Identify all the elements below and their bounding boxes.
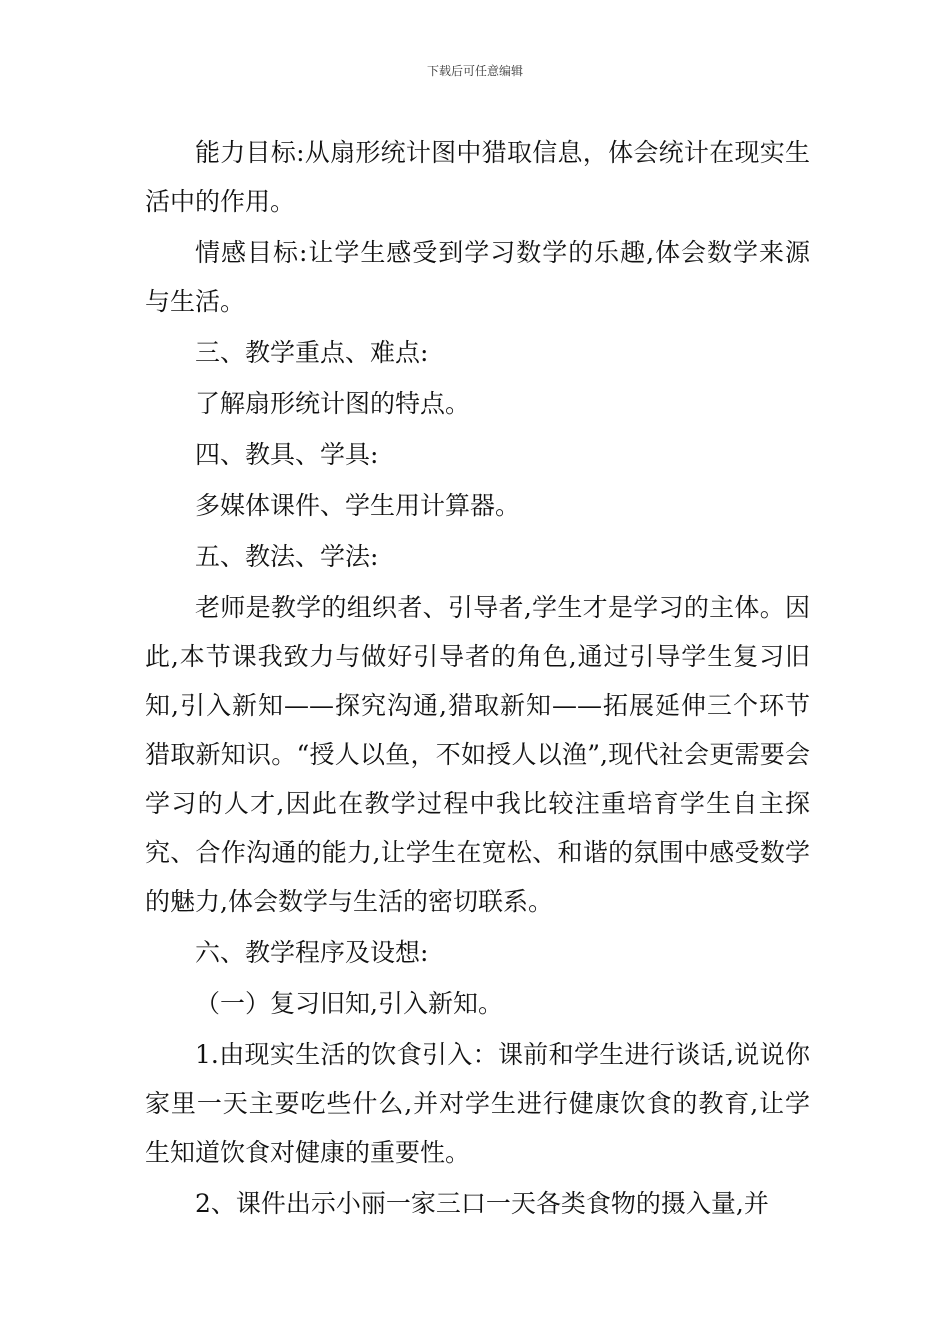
subheading-review: （一）复习旧知,引入新知。 [195, 989, 503, 1018]
paragraph-emotion-goal: 情感目标:让学生感受到学习数学的乐趣,体会数学来源与生活。 [145, 238, 810, 316]
document-body [145, 128, 810, 1228]
heading-teaching-procedure: 六、教学程序及设想: [195, 938, 429, 967]
heading-teaching-tools: 四、教具、学具: [195, 440, 379, 469]
paragraph-teaching-tools: 多媒体课件、学生用计算器。 [195, 491, 521, 520]
paragraph-step-2: 2、课件出示小丽一家三口一天各类食物的摄入量,并 [195, 1189, 769, 1218]
page-header-note: 下载后可任意编辑 [426, 64, 523, 78]
paragraph-teaching-methods: 老师是教学的组织者、引导者,学生才是学习的主体。因此,本节课我致力与做好引导者的角色,通过引导学生复习旧知,引入新知——探究沟通,猎取新知——拓展延伸三个环节猎取新知识。“授人以鱼，不如授人以渔”,现代社会更需要会学习的人才,因此在教学过程中我比较注重培育学生自主探究、合作沟通的能力,让学生在宽松、和谐的氛围中感受数学的魅力,体会数学与生活的密切联系。 [145, 593, 810, 916]
paragraph-key-points: 了解扇形统计图的特点。 [195, 389, 471, 418]
heading-key-points: 三、教学重点、难点: [195, 338, 429, 367]
paragraph-step-1: 1.由现实生活的饮食引入：课前和学生进行谈话,说说你家里一天主要吃些什么,并对学生进行健康饮食的教育,让学生知道饮食对健康的重要性。 [145, 1040, 810, 1167]
paragraph-ability-goal: 能力目标:从扇形统计图中猎取信息，体会统计在现实生活中的作用。 [145, 138, 810, 216]
heading-teaching-methods: 五、教法、学法: [195, 542, 379, 571]
